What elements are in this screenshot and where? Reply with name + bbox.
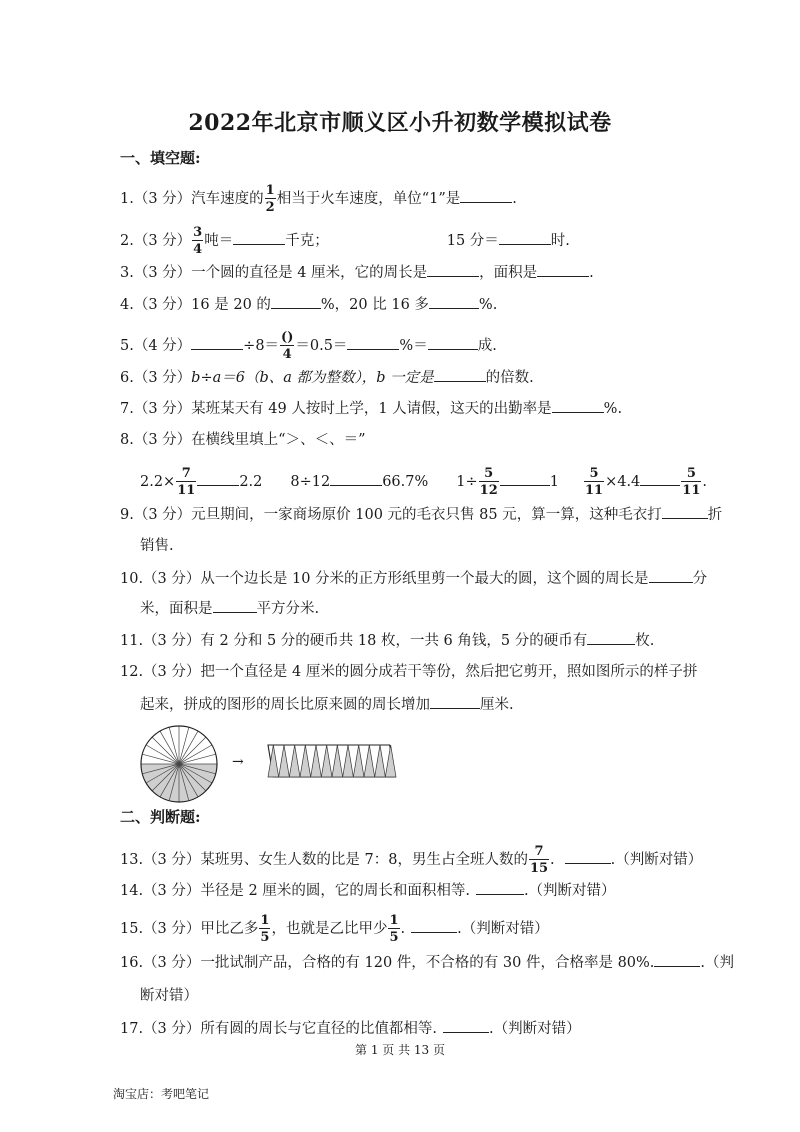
sector-line <box>179 754 216 764</box>
answer-blank[interactable] <box>649 568 693 583</box>
answer-blank[interactable] <box>213 598 257 613</box>
answer-blank[interactable] <box>271 294 321 309</box>
answer-blank[interactable] <box>197 471 239 486</box>
question-8-comparisons: 2.2× $\frac{7}{11}$ 2.2 8÷12 66.7% 1÷ $\frac{5}{12}$ 1 $\frac{5}{11}$ ×4.4 $\frac{5}{11}$ . <box>140 466 707 498</box>
fraction: $\frac{7}{11}$ <box>177 466 196 498</box>
answer-blank[interactable] <box>330 471 382 486</box>
answer-blank[interactable] <box>460 188 512 203</box>
answer-blank[interactable] <box>443 1018 489 1033</box>
section-fill-blank-heading: 一、填空题: <box>120 149 201 167</box>
question-7: 7.（3 分）某班某天有 49 人按时上学，1 人请假，这天的出勤率是 %. <box>120 398 622 419</box>
question-8: 8.（3 分）在横线里填上“＞、＜、＝” <box>120 432 366 448</box>
answer-blank[interactable] <box>411 918 457 933</box>
question-10: 10.（3 分）从一个边长是 10 分米的正方形纸里剪一个最大的圆，这个圆的周长是 分 <box>120 568 707 589</box>
fraction: $\frac{7}{15}$ <box>529 844 549 876</box>
answer-blank[interactable] <box>640 471 680 486</box>
question-16: 16.（3 分）一批试制产品，合格的有 120 件，不合格的有 30 件，合格率是 80%. .（判 <box>120 952 734 973</box>
question-14: 14.（3 分）半径是 2 厘米的圆，它的周长和面积相等. .（判断对错） <box>120 880 616 901</box>
rearranged-strip-figure <box>267 743 397 781</box>
answer-blank[interactable] <box>233 230 285 245</box>
answer-blank[interactable] <box>430 694 480 709</box>
answer-blank[interactable] <box>500 471 550 486</box>
answer-blank[interactable] <box>428 335 478 350</box>
answer-blank[interactable] <box>654 952 700 967</box>
question-9-cont: 销售. <box>140 538 174 554</box>
divided-circle-figure <box>139 724 219 804</box>
question-9: 9.（3 分）元旦期间，一家商场原价 100 元的毛衣只售 85 元，算一算，这种毛衣打 折 <box>120 504 722 525</box>
answer-blank[interactable] <box>552 398 604 413</box>
section-judge-heading: 二、判断题: <box>120 808 201 826</box>
answer-blank[interactable] <box>429 294 479 309</box>
shop-watermark: 淘宝店：考吧笔记 <box>113 1087 210 1101</box>
question-3: 3.（3 分）一个圆的直径是 4 厘米，它的周长是 ，面积是 . <box>120 262 594 283</box>
question-5: 5.（4 分） ÷8＝ $\frac{()}{4}$ ＝0.5＝ %＝ 成. <box>120 330 497 362</box>
fraction: $\frac{1}{5}$ <box>389 913 399 945</box>
fraction: $\frac{1}{5}$ <box>260 913 270 945</box>
question-16-cont: 断对错） <box>140 988 198 1004</box>
question-6: 6.（3 分）b÷a＝6（b、a 都为整数），b 一定是 的倍数. <box>120 367 534 388</box>
question-11: 11.（3 分）有 2 分和 5 分的硬币共 18 枚，一共 6 角钱，5 分的硬币有 枚. <box>120 630 654 651</box>
answer-blank[interactable] <box>537 262 589 277</box>
arrow-icon: → <box>232 754 244 770</box>
answer-blank[interactable] <box>191 335 243 350</box>
answer-blank[interactable] <box>499 230 551 245</box>
answer-blank[interactable] <box>476 880 524 895</box>
answer-blank[interactable] <box>427 262 479 277</box>
question-15: 15.（3 分）甲比乙多 $\frac{1}{5}$ ，也就是乙比甲少 $\frac{1}{5}$ . .（判断对错） <box>120 913 549 945</box>
question-2: 2.（3 分） $\frac{3}{4}$ 吨＝ 千克； 15 分＝ 时. <box>120 225 570 257</box>
fraction: $\frac{3}{4}$ <box>193 225 203 257</box>
fraction: $\frac{()}{4}$ <box>281 330 294 362</box>
answer-blank[interactable] <box>587 630 635 645</box>
sector-line <box>142 754 179 764</box>
answer-blank[interactable] <box>347 335 399 350</box>
fraction: $\frac{1}{2}$ <box>265 183 275 215</box>
sector-line <box>169 727 179 764</box>
question-13: 13.（3 分）某班男、女生人数的比是 7：8，男生占全班人数的 $\frac{7}{15}$ . .（判断对错） <box>120 844 703 876</box>
fraction: $\frac{5}{11}$ <box>584 466 604 498</box>
answer-blank[interactable] <box>434 367 486 382</box>
question-12-cont: 起来，拼成的图形的周长比原来圆的周长增加 厘米. <box>140 694 514 715</box>
question-1: 1.（3 分）汽车速度的 $\frac{1}{2}$ 相当于火车速度，单位“1”是 . <box>120 183 517 215</box>
sector-line <box>179 727 189 764</box>
page-title: 2022年北京市顺义区小升初数学模拟试卷 <box>188 110 612 136</box>
fraction: $\frac{5}{12}$ <box>479 466 498 498</box>
question-12: 12.（3 分）把一个直径是 4 厘米的圆分成若干等份，然后把它剪开，照如图所示的样子拼 <box>120 664 698 680</box>
question-17: 17.（3 分）所有圆的周长与它直径的比值都相等. .（判断对错） <box>120 1018 581 1039</box>
fraction: $\frac{5}{11}$ <box>682 466 701 498</box>
page-number: 第 1 页 共 13 页 <box>355 1043 445 1057</box>
answer-blank[interactable] <box>662 504 708 519</box>
question-4: 4.（3 分）16 是 20 的 %，20 比 16 多 %. <box>120 294 497 315</box>
answer-blank[interactable] <box>565 849 611 864</box>
question-10-cont: 米，面积是 平方分米. <box>140 598 319 619</box>
